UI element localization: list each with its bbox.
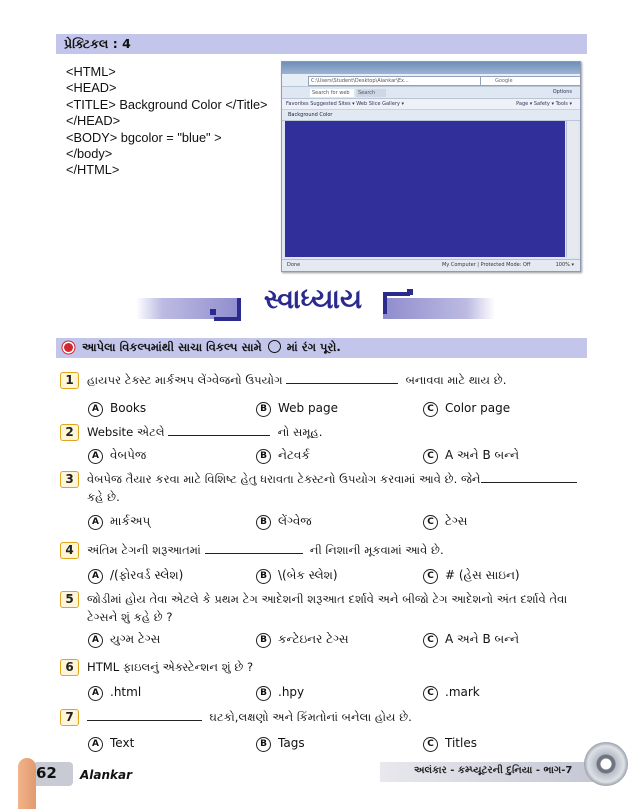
option-letter: C — [423, 515, 438, 530]
series-title: અલંકાર - કમ્પ્યૂટરની દુનિયા - ભાગ-7 — [414, 765, 573, 776]
option-7c[interactable] — [423, 736, 477, 752]
option-4c[interactable] — [423, 568, 520, 584]
option-letter: B — [256, 569, 271, 584]
option-letter: B — [256, 686, 271, 701]
option-letter: C — [423, 737, 438, 752]
option-text: Books — [110, 401, 147, 415]
option-text: માર્કઅપ્ — [110, 514, 151, 528]
favorites-links: Suggested Sites ▾ Web Slice Gallery ▾ — [310, 101, 405, 107]
answer-blank — [205, 543, 303, 554]
option-text: # (હેસ સાઇન) — [445, 568, 520, 582]
question-text — [87, 425, 322, 440]
option-text: નેટવર્ક — [278, 448, 310, 462]
option-text: કન્ટેઇનર ટેગ્સ — [278, 632, 349, 646]
option-7b[interactable] — [256, 736, 305, 752]
question-text-after: બનાવવા માટે થાય છે. — [405, 373, 507, 387]
option-text: /(ફોરવર્ડ સ્લેશ) — [110, 568, 184, 582]
favorites-bar — [282, 99, 580, 110]
option-letter: C — [423, 449, 438, 464]
option-2a[interactable] — [88, 448, 146, 464]
option-text: લેંગ્વેજ — [278, 514, 312, 528]
option-letter: C — [423, 686, 438, 701]
question-text-after: નો સમૂહ. — [277, 425, 323, 439]
heading-bracket-left — [214, 298, 241, 321]
toolbar-right: Page ▾ Safety ▾ Tools ▾ — [516, 101, 572, 107]
option-letter: A — [88, 515, 103, 530]
question-text-line1 — [87, 472, 577, 487]
vertical-scrollbar — [566, 121, 578, 257]
code-line: <TITLE> Background Color </Title> — [66, 96, 268, 112]
option-text: યુગ્મ ટેગ્સ — [110, 632, 161, 646]
option-letter: B — [256, 515, 271, 530]
question-number: 4 — [60, 542, 79, 559]
status-middle: My Computer | Protected Mode: Off — [442, 262, 531, 268]
browser-address-row — [282, 74, 580, 87]
option-text: Titles — [445, 736, 477, 750]
option-letter: A — [88, 686, 103, 701]
option-text: .mark — [445, 685, 480, 699]
question-number: 5 — [60, 591, 79, 608]
instruction-before: આપેલા વિકલ્પમાંથી સાચા વિકલ્પ સામે — [82, 340, 262, 354]
cd-disc-icon — [584, 742, 628, 786]
option-letter: A — [88, 633, 103, 648]
option-letter: A — [88, 402, 103, 417]
option-letter: B — [256, 737, 271, 752]
question-text — [87, 543, 444, 558]
question-number: 6 — [60, 659, 79, 676]
toolbar-search-field: Search for web — [310, 89, 354, 97]
toolbar-search-button: Search — [356, 89, 386, 97]
question-number: 3 — [60, 471, 79, 488]
question-number: 2 — [60, 424, 79, 441]
hand-icon — [18, 758, 36, 809]
question-text: વેબપેજ તૈયાર કરવા માટે વિશિષ્ટ હેતુ ધરાવતા ટેક્સ્ટનો ઉપયોગ કરવામાં આવે છે. જેને — [87, 472, 481, 486]
address-field: C:\Users\Student\Desktop\Alankar\Ex... — [308, 76, 482, 86]
option-1a[interactable] — [88, 401, 146, 417]
answer-blank — [87, 710, 202, 721]
option-letter: C — [423, 569, 438, 584]
option-1b[interactable] — [256, 401, 338, 417]
circle-icon — [268, 340, 281, 353]
option-letter: B — [256, 449, 271, 464]
option-text: \(બેક સ્લેશ) — [278, 568, 338, 582]
question-text: HTML ફાઇલનું એક્સ્ટેન્શન શું છે ? — [87, 660, 254, 674]
option-2b[interactable] — [256, 448, 310, 464]
blue-page-content — [285, 121, 565, 257]
option-text: A અને B બન્ને — [445, 632, 520, 646]
option-1c[interactable] — [423, 401, 510, 417]
bullet-dot-icon — [64, 343, 73, 352]
browser-screenshot — [281, 61, 581, 272]
question-text — [87, 710, 412, 725]
option-text: Tags — [278, 736, 305, 750]
code-line: </HTML> — [66, 162, 120, 178]
question-text-before: અંતિમ ટેગની શરૂઆતમાં — [87, 543, 201, 557]
option-5c[interactable] — [423, 632, 519, 648]
status-left: Done — [287, 262, 301, 268]
heading-bracket-right — [383, 292, 410, 314]
question-text-line1: જોડીમાં હોય તેવા એટલે કે પ્રથમ ટેગ આદેશની શરૂઆત દર્શાવે અને બીજો ટેગ આદેશનો અંત દર્શાવે તેવા — [87, 592, 568, 606]
option-3a[interactable] — [88, 514, 150, 530]
question-text — [87, 373, 506, 388]
option-5a[interactable] — [88, 632, 160, 648]
html-code-listing — [66, 64, 268, 179]
browser-titlebar — [282, 62, 580, 74]
question-number: 1 — [60, 372, 79, 389]
question-text-line2: ટેગ્સને શું કહે છે ? — [87, 610, 173, 624]
code-line: <BODY> bgcolor = "blue" > — [66, 129, 222, 145]
option-letter: C — [423, 633, 438, 648]
option-3b[interactable] — [256, 514, 312, 530]
page-number: 62 — [36, 764, 57, 782]
option-text: વેબપેજ — [110, 448, 147, 462]
code-line: <HTML> — [66, 64, 116, 79]
browser-statusbar — [282, 259, 580, 271]
code-line: <HEAD> — [66, 80, 117, 96]
option-6a[interactable] — [88, 685, 141, 701]
option-text: Web page — [278, 401, 338, 415]
option-letter: C — [423, 402, 438, 417]
practical-title: પ્રેક્ટિકલ : 4 — [64, 36, 131, 51]
question-text-after: ઘટકો,લક્ષણો અને કિંમતોનાં બનેલા હોય છે. — [209, 710, 412, 724]
option-text: ટેગ્સ — [445, 514, 468, 528]
option-text: .html — [110, 685, 142, 699]
option-4a[interactable] — [88, 568, 183, 584]
option-text: A અને B બન્ને — [445, 448, 520, 462]
exercise-heading: સ્વાધ્યાય — [263, 284, 363, 315]
option-6c[interactable] — [423, 685, 480, 701]
brand-logo: Alankar — [80, 768, 133, 782]
browser-toolbar — [282, 87, 580, 99]
question-text-line2: કહે છે. — [87, 490, 120, 504]
code-line: </body> — [66, 146, 113, 162]
page-tab: Background Color — [282, 110, 580, 121]
instruction-after: માં રંગ પૂરો. — [286, 340, 341, 354]
option-2c[interactable] — [423, 448, 519, 464]
question-text-after: ની નિશાની મૂકવામાં આવે છે. — [309, 543, 444, 557]
search-box: Google — [480, 76, 581, 86]
option-3c[interactable] — [423, 514, 467, 530]
option-letter: B — [256, 633, 271, 648]
answer-blank — [168, 425, 270, 436]
option-6b[interactable] — [256, 685, 304, 701]
practical-header-bar — [56, 34, 587, 54]
code-line: </HEAD> — [66, 113, 121, 129]
option-letter: A — [88, 569, 103, 584]
option-4b[interactable] — [256, 568, 338, 584]
option-letter: A — [88, 737, 103, 752]
option-5b[interactable] — [256, 632, 349, 648]
options-label: Options — [552, 89, 572, 95]
option-letter: B — [256, 402, 271, 417]
option-7a[interactable] — [88, 736, 134, 752]
option-letter: A — [88, 449, 103, 464]
favorites-label: Favorites — [286, 101, 309, 107]
option-text: Text — [110, 736, 135, 750]
option-text: Color page — [445, 401, 511, 415]
question-text-before: હાયપર ટેક્સ્ટ માર્કઅપ લેંગ્વેજનો ઉપયોગ — [87, 373, 283, 387]
answer-blank — [481, 472, 577, 483]
answer-blank — [286, 373, 398, 384]
status-zoom: 100% ▾ — [555, 262, 574, 268]
instruction-text — [82, 340, 341, 355]
option-text: .hpy — [278, 685, 305, 699]
question-number: 7 — [60, 709, 79, 726]
question-text-before: Website એટલે — [87, 425, 165, 439]
